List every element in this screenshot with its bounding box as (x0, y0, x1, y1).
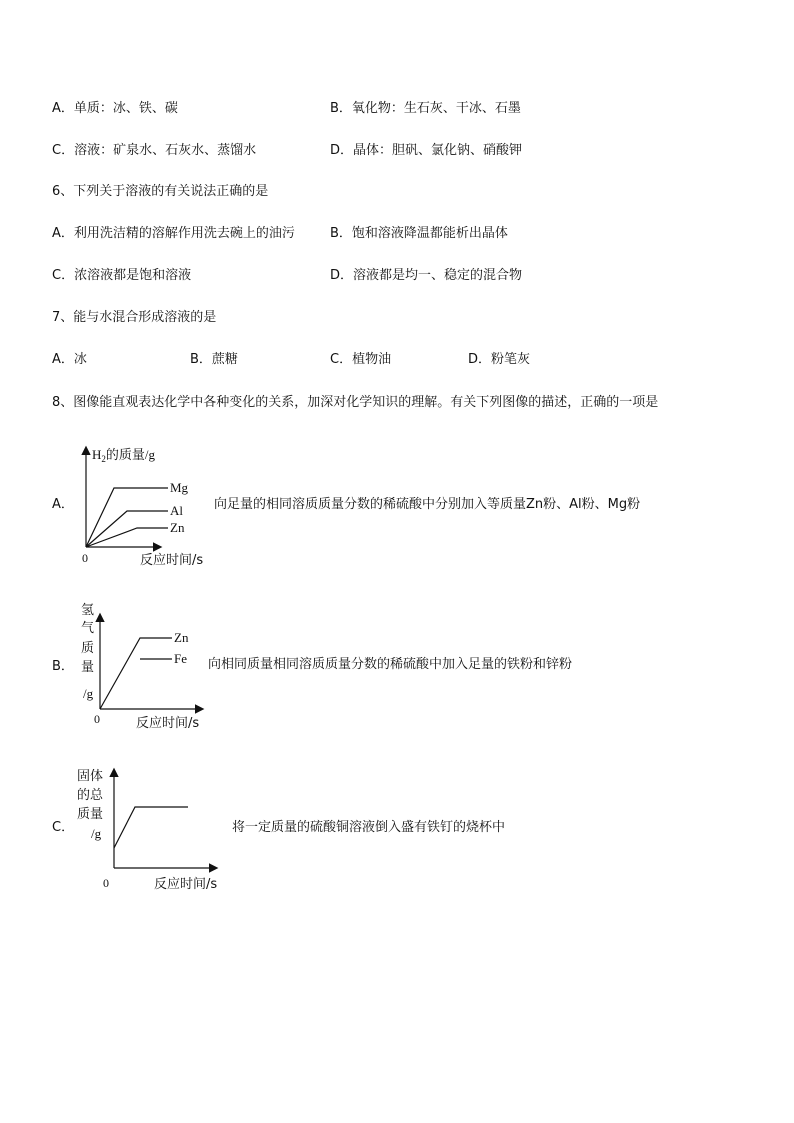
q8-option-b-text: 向相同质量相同溶质质量分数的稀硫酸中加入足量的铁粉和锌粉 (208, 657, 573, 672)
y-axis-label-line-1: 固体 (77, 769, 104, 784)
origin-label: 0 (94, 712, 100, 726)
solid-mass-line (114, 807, 188, 848)
q8-option-c-text: 将一定质量的硫酸铜溶液倒入盛有铁钉的烧杯中 (232, 820, 506, 835)
q6-option-b: B．饱和溶液降温都能析出晶体 (330, 226, 508, 241)
q8-option-a-text: 向足量的相同溶质质量分数的稀硫酸中分别加入等质量Zn粉、Al粉、Mg粉 (214, 497, 641, 512)
q5-option-b: B．氧化物：生石灰、干冰、石墨 (330, 101, 521, 116)
series-zn-label: Zn (174, 630, 189, 645)
q7-option-c: C．植物油 (330, 352, 392, 367)
q6-option-c: C．浓溶液都是饱和溶液 (52, 268, 192, 283)
x-axis-label: 反应时间/s (140, 553, 204, 568)
origin-label: 0 (82, 551, 88, 565)
y-axis-label-line-5: /g (83, 686, 94, 701)
q8-chart-c (70, 762, 240, 894)
y-axis-label-line-4: 量 (81, 660, 95, 675)
q6-option-a: A．利用洗洁精的溶解作用洗去碗上的油污 (52, 226, 295, 241)
y-axis-label-line-2: 气 (81, 621, 95, 636)
y-axis-label-line-1: 氢 (81, 603, 95, 618)
q6-stem: 6、下列关于溶液的有关说法正确的是 (52, 184, 269, 199)
q8-chart-a (72, 440, 222, 570)
q7-option-d: D．粉笔灰 (468, 352, 531, 367)
q7-option-b: B．蔗糖 (190, 352, 238, 367)
series-zn-line (100, 638, 172, 709)
y-axis-label-line-2: 的总 (77, 788, 104, 803)
series-mg-label: Mg (170, 480, 189, 495)
series-mg-line (86, 488, 168, 547)
y-axis-label-line-4: /g (91, 826, 102, 841)
q8-option-c-label: C． (52, 820, 75, 835)
q5-option-c: C．溶液：矿泉水、石灰水、蒸馏水 (52, 143, 257, 158)
q8-chart-b (78, 600, 218, 735)
y-axis-label: $H_2$的质量/g (92, 447, 156, 464)
q7-stem: 7、能与水混合形成溶液的是 (52, 310, 217, 325)
series-zn-line (86, 528, 168, 547)
q8-stem: 8、图像能直观表达化学中各种变化的关系，加深对化学知识的理解。有关下列图像的描述，正确的一项是 (52, 395, 659, 410)
x-axis-label: 反应时间/s (154, 877, 218, 892)
origin-label: 0 (103, 876, 109, 890)
q5-option-a: A．单质：冰、铁、碳 (52, 101, 178, 116)
series-zn-label: Zn (170, 520, 185, 535)
x-axis-label: 反应时间/s (136, 716, 200, 731)
q5-option-d: D．晶体：胆矾、氯化钠、硝酸钾 (330, 143, 523, 158)
q8-option-b-label: B． (52, 659, 74, 674)
q7-option-a: A．冰 (52, 352, 87, 367)
series-fe-label: Fe (174, 651, 187, 666)
series-al-line (86, 511, 168, 547)
y-axis-label-line-3: 质量 (77, 807, 104, 822)
q6-option-d: D．溶液都是均一、稳定的混合物 (330, 268, 523, 283)
y-axis-label-line-3: 质 (81, 641, 95, 656)
q8-option-a-label: A． (52, 497, 74, 512)
series-al-label: Al (170, 503, 183, 518)
